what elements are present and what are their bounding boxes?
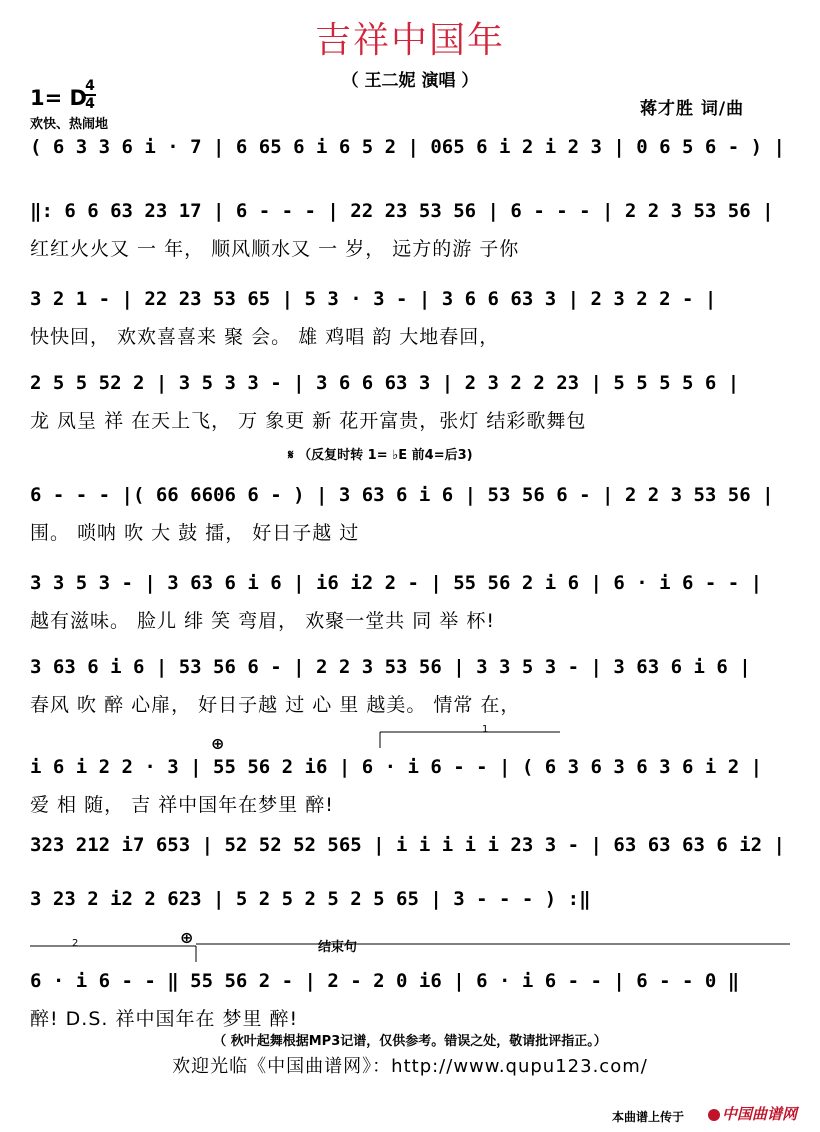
performer-line: （ 王二妮 演唱 ）: [341, 71, 479, 91]
coda-icon-2: ⊕: [180, 928, 194, 947]
site-welcome: 欢迎光临《中国曲谱网》：http://www.qupu123.com/: [172, 1056, 648, 1077]
score-row-11-lyrics: 醉! D.S. 祥中国年在 梦里 醉!: [30, 1008, 299, 1030]
volta-2-label: 2: [72, 938, 79, 949]
score-row-5-lyrics: 围。 唢呐 吹 大 鼓 擂， 好日子越 过: [30, 522, 360, 544]
volta-1-label: 1: [482, 724, 489, 735]
score-row-8-lyrics: 爱 相 随， 吉 祥中国年在梦里 醉!: [30, 794, 334, 816]
score-row-7-lyrics: 春风 吹 醉 心扉， 好日子越 过 心 里 越美。 情常 在，: [30, 694, 521, 716]
score-row-10-notes: 3 23 2 i2 2 623 | 5 2 5 2 5 2 5 65 | 3 - - - ) :‖: [30, 888, 591, 910]
score-row-7-notes: 3 63 6 i 6 | 53 56 6 - | 2 2 3 53 56 | 3 3 5 3 - | 3 63 6 i 6 |: [30, 656, 751, 678]
song-title: 吉祥中国年: [314, 20, 505, 61]
score-row-11-notes: 6 · i 6 - - ‖ 55 56 2 - | 2 - 2 0 i6 | 6 · i 6 - - | 6 - - 0 ‖: [30, 970, 740, 992]
upload-text: 本曲谱上传于: [612, 1110, 685, 1124]
score-row-8-notes: i 6 i 2 2 · 3 | 55 56 2 i6 | 6 · i 6 - - | ( 6 3 6 3 6 3 6 i 2 |: [30, 756, 763, 778]
score-row-3-notes: 3 2 1 - | 22 23 53 65 | 5 3 · 3 - | 3 6 6 63 3 | 2 3 2 2 - |: [30, 288, 717, 310]
coda-icon: ⊕: [211, 734, 225, 753]
score-row-6-lyrics: 越有滋味。 脸儿 绯 笑 弯眉， 欢聚一堂共 同 举 杯!: [30, 610, 495, 632]
score-row-5-notes: 6 - - - |( 66 6606 6 - ) | 3 63 6 i 6 | 53 56 6 - | 2 2 3 53 56 |: [30, 484, 774, 506]
time-signature-top: 4: [85, 78, 95, 94]
transcription-footnote: （ 秋叶起舞根据MP3记谱，仅供参考。错误之处，敬请批评指正。）: [213, 1034, 607, 1049]
segno-icon: 𝄋: [288, 448, 294, 463]
time-signature-bottom: 4: [85, 96, 95, 112]
key-signature: 1= D: [30, 86, 87, 110]
logo-text: 中国曲谱网: [722, 1105, 798, 1123]
repeat-note-text: （反复时转 1= ♭E 前4=后3): [298, 448, 473, 463]
score-row-4-lyrics: 龙 凤呈 祥 在天上飞， 万 象更 新 花开富贵，张灯 结彩歌舞包: [30, 410, 587, 432]
ending-label: 结束句: [318, 940, 358, 955]
score-row-6-notes: 3 3 5 3 - | 3 63 6 i 6 | i6 i2 2 - | 55 56 2 i 6 | 6 · i 6 - - |: [30, 572, 763, 594]
score-row-2-lyrics: 红红火火又 一 年， 顺风顺水又 一 岁， 远方的游 子你: [30, 238, 520, 260]
score-row-1-notes: ( 6 3 3 6 i · 7 | 6 65 6 i 6 5 2 | 065 6 i 2 i 2 3 | 0 6 5 6 - ) |: [30, 136, 785, 158]
composer-credits: 蒋才胜 词/曲: [640, 99, 745, 119]
score-row-9-notes: 323 212 i7 653 | 52 52 52 565 | i i i i i 23 3 - | 63 63 63 6 i2 |: [30, 834, 785, 856]
tempo-marking: 欢快、热闹地: [30, 117, 109, 132]
score-row-2-notes: ‖: 6 6 63 23 17 | 6 - - - | 22 23 53 56 | 6 - - - | 2 2 3 53 56 |: [30, 200, 774, 222]
score-row-4-notes: 2 5 5 52 2 | 3 5 3 3 - | 3 6 6 63 3 | 2 3 2 2 23 | 5 5 5 5 6 |: [30, 372, 740, 394]
score-row-3-lyrics: 快快回， 欢欢喜喜来 聚 会。 雄 鸡唱 韵 大地春回，: [30, 326, 500, 348]
